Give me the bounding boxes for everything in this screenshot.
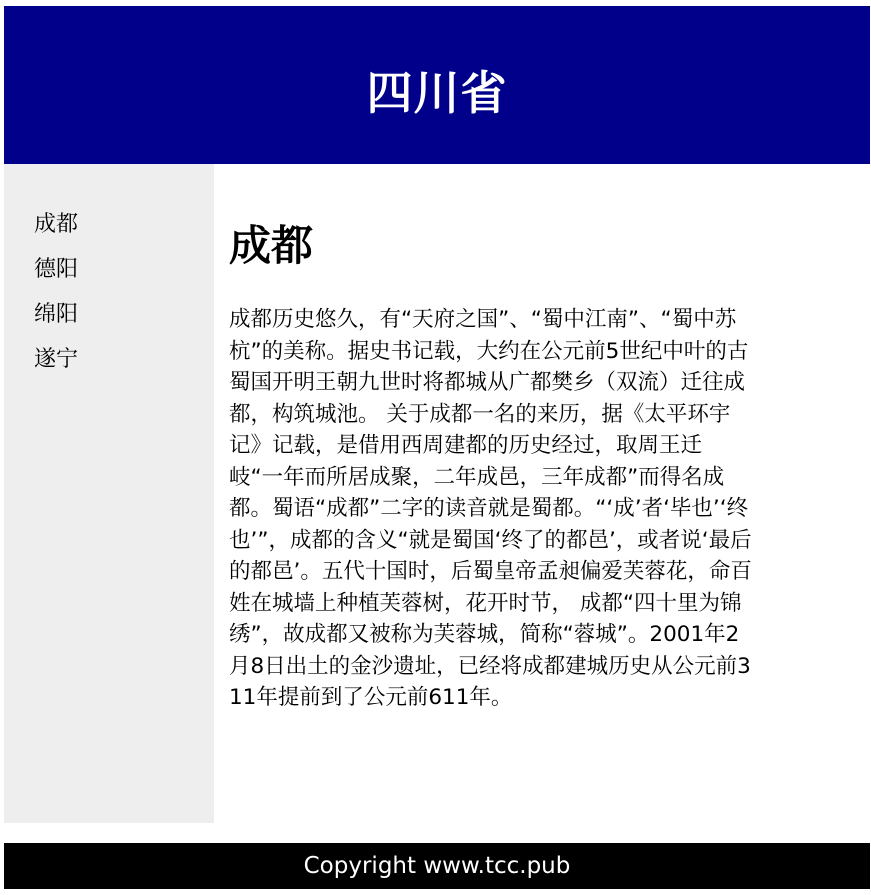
sidebar-item-mianyang[interactable]: 绵阳 (34, 302, 79, 327)
sidebar-item-suining[interactable]: 遂宁 (34, 347, 79, 372)
article-body: 成都历史悠久，有“天府之国”、“蜀中江南”、“蜀中苏杭”的美称。据史书记载，大约在公元前5世纪中叶的古蜀国开明王朝九世时将都城从广都樊乡（双流）迁往成都，构筑城池。 关于成都一名的来历，据《太平环宇记》记载，是借用西周建都的历史经过，取周王迁岐“一年而所居成聚，二年成邑，三年成都”而得名成都。蜀语“成都”二字的读音就是蜀都。“‘成’者‘毕也’‘终也’”，成都的含义“就是蜀国‘终了的都邑’，或者说‘最后的都邑’。五代十国时，后蜀皇帝孟昶偏爱芙蓉花，命百姓在城墙上种植芙蓉树，花开时节， 成都“四十里为锦绣”，故成都又被称为芙蓉城，简称“蓉城”。2001年2月8日出土的金沙遗址，已经将成都建城历史从公元前311年提前到了公元前611年。 (229, 307, 752, 710)
copyright-text: Copyright www.tcc.pub (303, 853, 571, 879)
page-title: 四川省 (366, 66, 508, 120)
sidebar-item-deyang[interactable]: 德阳 (34, 257, 79, 282)
sidebar-nav (4, 164, 214, 382)
sidebar (4, 164, 214, 823)
page-footer (4, 843, 870, 889)
main-content (229, 164, 759, 714)
sidebar-item-chengdu[interactable]: 成都 (34, 212, 79, 237)
page-header (4, 6, 870, 164)
article-heading: 成都 (229, 221, 314, 270)
